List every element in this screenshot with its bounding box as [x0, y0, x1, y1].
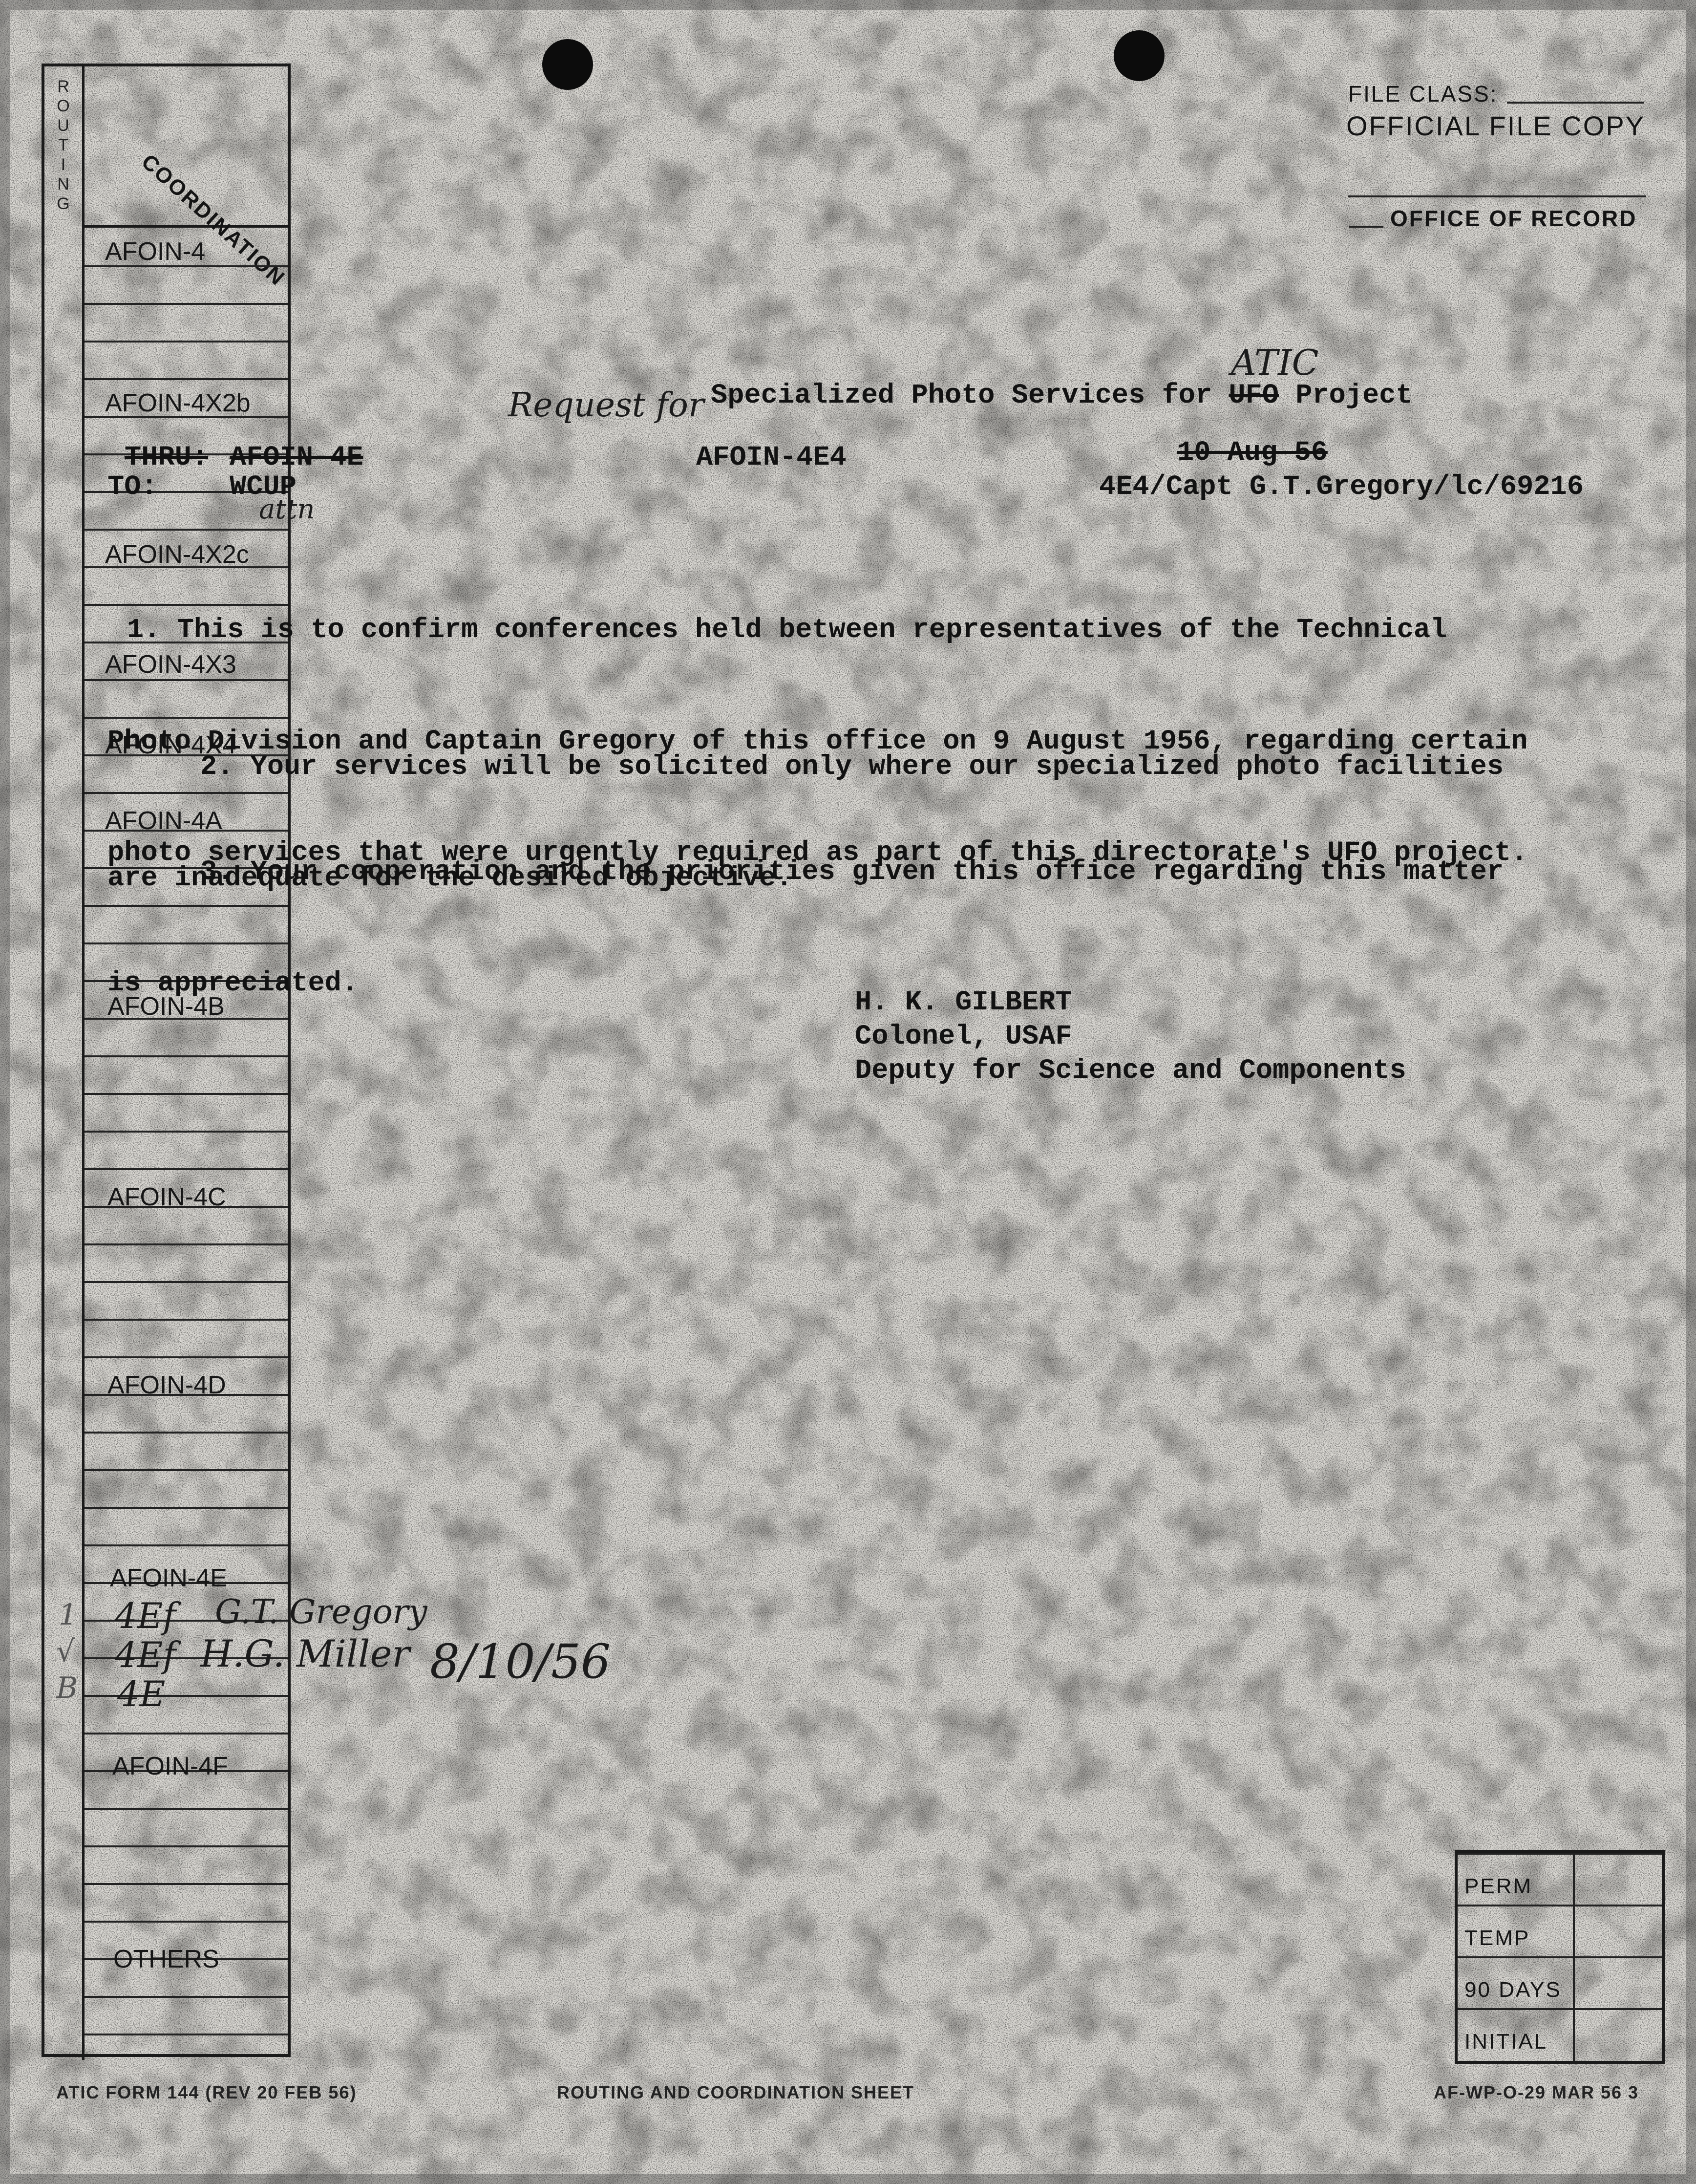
margin-mark-1: 1	[59, 1598, 77, 1632]
footer-sheet-title: ROUTING AND COORDINATION SHEET	[557, 2082, 914, 2103]
subject-handwritten-prefix: Request for	[508, 386, 704, 425]
office-afoin-4b: AFOIN-4B	[107, 992, 225, 1021]
signature-name: H. K. GILBERT	[855, 987, 1072, 1018]
coordination-label: COORDINATION	[137, 150, 290, 291]
disposition-initial: INITIAL	[1464, 2030, 1548, 2054]
office-afoin-4f: AFOIN-4F	[112, 1752, 228, 1781]
date-struck: 10 Aug 56	[1177, 437, 1328, 469]
office-afoin-4c: AFOIN-4C	[107, 1182, 226, 1212]
office-afoin-4x2c: AFOIN-4X2c	[105, 540, 249, 569]
routing-initial-2: 4Ef	[115, 1634, 176, 1675]
subject-title-end: Project	[1279, 380, 1413, 411]
disposition-temp: TEMP	[1464, 1926, 1530, 1950]
subject-struck-word: UFO	[1229, 380, 1279, 411]
office-afoin-4a: AFOIN-4A	[105, 806, 222, 835]
official-file-copy: OFFICIAL FILE COPY	[1346, 110, 1645, 142]
thru-value: AFOIN-4E	[230, 442, 363, 473]
disposition-perm: PERM	[1464, 1874, 1532, 1899]
routing-signature-miller: H.G. Miller	[200, 1632, 410, 1675]
to-value: WCUP	[230, 471, 297, 503]
routing-signature-gregory: G.T. Gregory	[215, 1593, 427, 1631]
signature-rank: Colonel, USAF	[855, 1021, 1072, 1052]
footer-form-number: ATIC FORM 144 (REV 20 FEB 56)	[56, 2082, 357, 2103]
from-office: AFOIN-4E4	[696, 442, 847, 473]
margin-mark-2: √	[56, 1634, 75, 1669]
office-of-record-label: OFFICE OF RECORD	[1390, 205, 1637, 232]
paragraph-3-line-1: 3. Your cooperation and the priorities given this office regarding this matter	[107, 854, 1583, 891]
office-afoin-4: AFOIN-4	[105, 237, 205, 266]
thru-label: THRU:	[125, 442, 208, 473]
office-others: OTHERS	[113, 1945, 219, 1974]
routing-initial-3: 4E	[117, 1673, 165, 1714]
to-label: TO:	[107, 471, 158, 503]
office-afoin-4d: AFOIN-4D	[107, 1370, 226, 1400]
paragraph-2-line-1: 2. Your services will be solicited only where our specialized photo facilities	[107, 749, 1583, 786]
paragraph-2-line-2: are inadequate for the desired objective.	[107, 860, 1583, 897]
routing-label: ROUTING	[54, 77, 73, 214]
disposition-90-days: 90 DAYS	[1464, 1978, 1562, 2002]
paragraph-1-line-2: Photo Division and Captain Gregory of this office on 9 August 1956, regarding certain	[107, 723, 1583, 760]
paragraph-1-line-3: photo services that were urgently required as part of this directorate's UFO project.	[107, 835, 1583, 872]
paragraph-3-line-2: is appreciated.	[107, 965, 1583, 1002]
to-handwritten: attn	[259, 493, 315, 525]
office-afoin-4x4: AFOIN-4X4	[105, 730, 236, 760]
office-afoin-4x3: AFOIN-4X3	[105, 650, 236, 679]
reference-line: 4E4/Capt G.T.Gregory/lc/69216	[1099, 471, 1584, 503]
footer-code: AF-WP-O-29 MAR 56 3	[1434, 2082, 1639, 2103]
file-class-label: FILE CLASS:	[1348, 81, 1498, 107]
routing-date: 8/10/56	[430, 1634, 611, 1689]
paragraph-1-line-1: 1. This is to confirm conferences held between representatives of the Technical	[39, 612, 1583, 649]
subject-handwritten-insert: ATIC	[1231, 342, 1319, 383]
office-afoin-4x2b: AFOIN-4X2b	[105, 388, 251, 418]
office-afoin-4e: AFOIN-4E	[110, 1563, 227, 1593]
subject-title: Specialized Photo Services for	[711, 380, 1229, 411]
signature-title: Deputy for Science and Components	[855, 1055, 1406, 1087]
routing-initial-1: 4Ef	[115, 1595, 176, 1636]
margin-mark-3: B	[56, 1671, 78, 1705]
